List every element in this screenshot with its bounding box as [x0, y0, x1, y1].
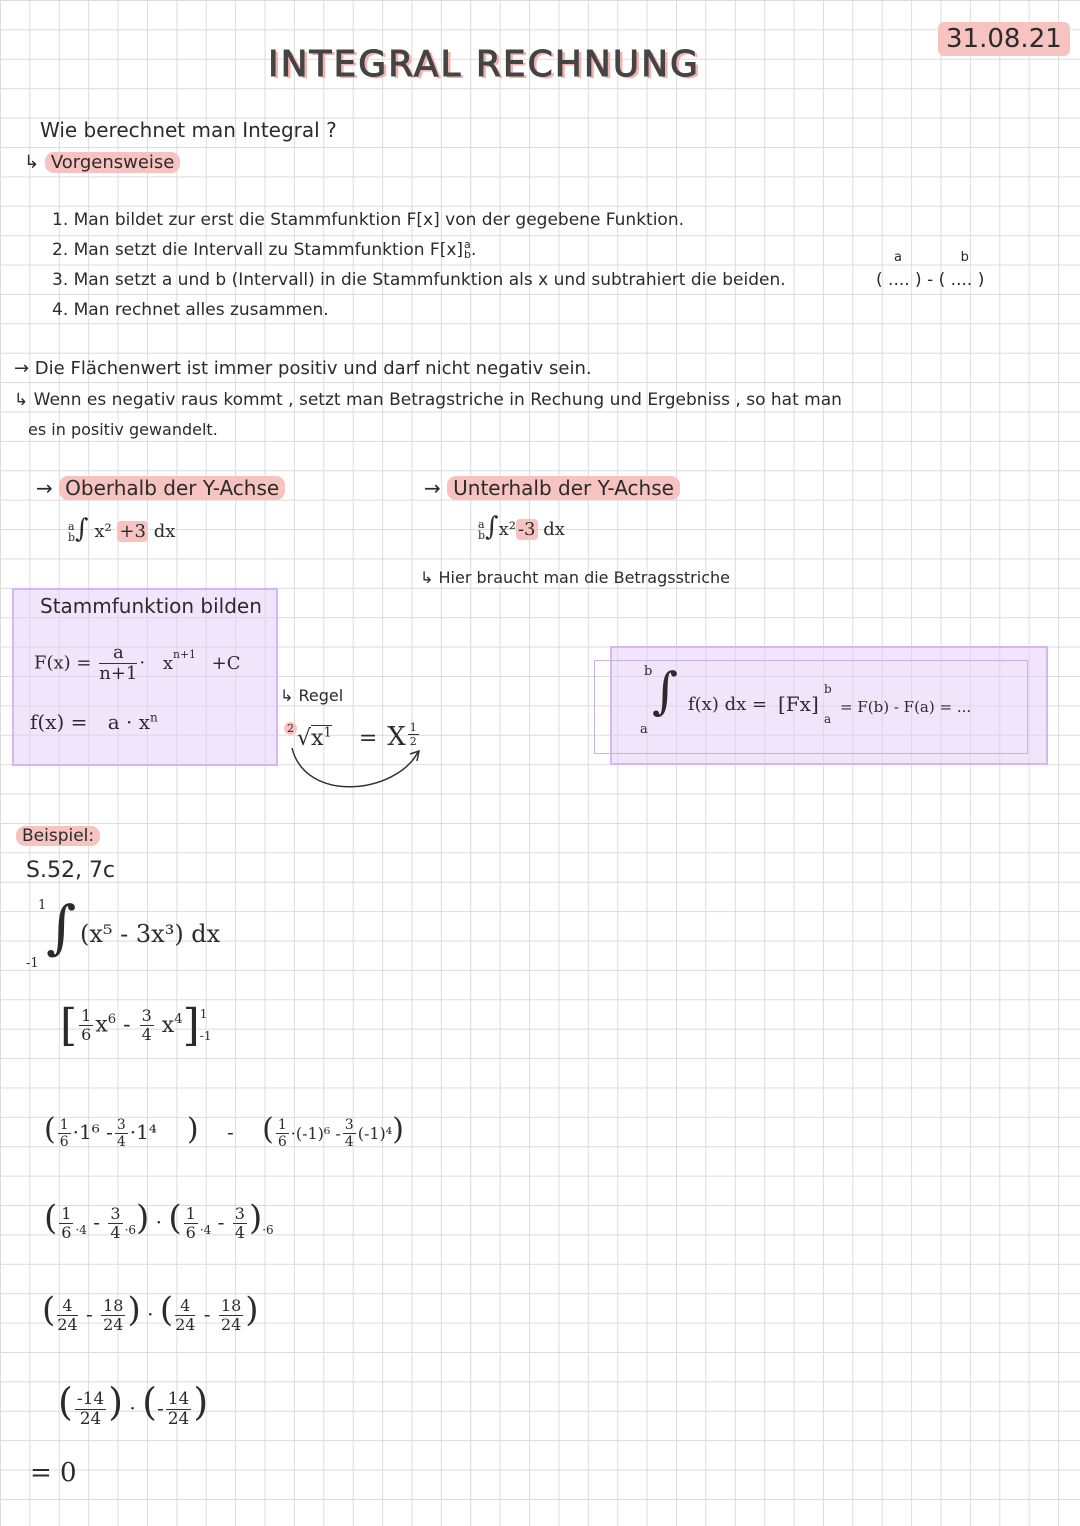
above-label: Oberhalb der Y-Achse [59, 476, 285, 500]
step-3-right: ( .... ) [938, 270, 985, 290]
sign: - [156, 1396, 164, 1420]
frac-den: 6 [61, 1223, 72, 1242]
frac-num: a [99, 644, 137, 664]
frac-num: 4 [57, 1298, 77, 1316]
note-line-2: ↳ Wenn es negativ raus kommt , setzt man Betragstriche in Rechung und Ergebniss , so hat man [14, 390, 842, 410]
operator: · [129, 1396, 136, 1420]
antiderivative-formula [34, 644, 240, 683]
x-var: x [162, 652, 173, 674]
minus: - [203, 1302, 211, 1326]
integrand: f(x) dx = [688, 694, 768, 715]
frac-den: 4 [344, 1134, 354, 1150]
step-3-b: b [960, 250, 969, 265]
frac-den: 4 [110, 1223, 121, 1242]
frac-den: 24 [175, 1315, 196, 1334]
frac-num: 1 [61, 1204, 72, 1223]
example-step-2 [44, 1112, 404, 1149]
integral-lower: -1 [26, 956, 39, 971]
frac-den: 4 [141, 1025, 152, 1044]
integral-lower: a [640, 722, 648, 737]
procedure-label: Vorgensweise [45, 152, 181, 173]
regel-label: ↳ Regel [280, 686, 344, 705]
frac-den: 24 [167, 1409, 190, 1429]
step-2-lower: b [464, 248, 471, 261]
frac-num: -14 [76, 1389, 105, 1409]
exp: 6 [107, 1012, 117, 1028]
above-integral [68, 514, 175, 544]
term: ·1⁴ [129, 1120, 157, 1144]
frac-num: 1 [185, 1204, 196, 1223]
example-step-1: [ $\frac{1}{6}$ $x^6$ - $\frac{3}{4}$ $x^4$] 1 -1 [60, 1000, 212, 1051]
below-sign: -3 [517, 519, 536, 540]
stammfunktion-title: Stammfunktion bilden [40, 594, 262, 618]
root-index: 2 [284, 722, 297, 735]
term: ·1⁶ - [72, 1120, 113, 1144]
intro-question: Wie berechnet man Integral ? [40, 118, 337, 142]
frac-den: 24 [57, 1315, 78, 1334]
exp-den: 2 [409, 735, 417, 748]
bound-upper: 1 [199, 1006, 208, 1021]
bracket-expr: [Fx] [778, 692, 819, 716]
example-ref: S.52, 7c [26, 858, 116, 883]
above-upper: a [68, 520, 75, 533]
frac-den: 6 [185, 1223, 196, 1242]
frac-num: 3 [116, 1117, 126, 1133]
step-3-a: a [894, 250, 902, 265]
f-rhs: a · x [107, 710, 151, 734]
term: (-1)⁴ [357, 1124, 393, 1143]
below-note: ↳ Hier braucht man die Betragsstriche [420, 568, 730, 587]
integral-icon: ∫ [46, 893, 77, 961]
step-2-end: . [471, 240, 477, 260]
step-2-upper: a [464, 238, 471, 252]
arc-arrow-icon [286, 744, 426, 794]
frac-den: 6 [81, 1025, 92, 1044]
above-sign: +3 [119, 521, 146, 542]
step-2 [52, 240, 476, 260]
arrow-right-icon: → [424, 476, 441, 500]
frac-den: 24 [103, 1315, 124, 1334]
frac-num: 1 [277, 1117, 287, 1133]
example-step-5: ( $\frac{-14}{24}$ ) · (- $\frac{14}{24}$ ) [58, 1380, 209, 1429]
exp-num: 1 [409, 721, 417, 734]
step-1: 1. Man bildet zur erst die Stammfunktion F[x] von der gegebene Funktion. [52, 210, 685, 230]
frac-den: 6 [59, 1134, 69, 1150]
below-expr-a: x² [498, 519, 516, 540]
above-expr-b: dx [147, 521, 176, 542]
rhs: = F(b) - F(a) = ... [840, 698, 972, 716]
frac-num: 3 [234, 1204, 245, 1223]
integrand: (x⁵ - 3x³) dx [80, 920, 221, 948]
paren-close: ) [186, 1112, 199, 1147]
frac-num: 4 [175, 1298, 195, 1316]
integral-icon: ∫ [485, 512, 499, 542]
procedure-row [24, 152, 180, 173]
below-lower: b [478, 529, 486, 542]
x-exp: n+1 [173, 647, 196, 661]
plus-c: +C [211, 652, 241, 674]
below-upper: a [478, 518, 485, 531]
operator: · [147, 1302, 154, 1326]
example-integral [26, 893, 286, 978]
arrow-right-icon: → [36, 476, 53, 500]
example-label: Beispiel: [16, 826, 100, 846]
exp: 4 [174, 1012, 183, 1028]
frac-den: 24 [220, 1315, 242, 1334]
dot: · [139, 652, 146, 674]
arrow-icon: ↳ [24, 152, 40, 173]
example-step-3: ( $\frac{1}{6}$ $_{\cdot 4}$ - $\frac{3}{4}$ $_{\cdot 6}$) · ( $\frac{1}{6}$ $_{\cdot 4}$ - $\frac{3}{4}$ )$_{\cdot 6}$ [44, 1198, 274, 1242]
above-expr-a: x² [94, 521, 118, 542]
frac-den: n+1 [99, 663, 138, 684]
frac-num: 3 [141, 1006, 152, 1025]
function-formula [30, 710, 158, 734]
frac-num: 14 [167, 1389, 190, 1409]
integral-icon: ∫ [75, 514, 89, 544]
factor: ·6 [124, 1223, 137, 1237]
example-step-4: ( $\frac{4}{24}$ - $\frac{18}{24}$ ) · ( $\frac{4}{24}$ - $\frac{18}{24}$ ) [42, 1290, 259, 1334]
radicand: x [311, 726, 324, 751]
page-title: INTEGRAL RECHNUNG [268, 44, 700, 85]
frac-num: 3 [344, 1117, 354, 1133]
frac-den: 24 [79, 1409, 102, 1429]
frac-num: 1 [81, 1006, 92, 1025]
minus: - [93, 1210, 101, 1234]
example-result: = 0 [30, 1458, 77, 1488]
minus: - [85, 1302, 93, 1326]
x-var: x [161, 1012, 175, 1038]
paren-open: ( [262, 1112, 274, 1147]
below-label: Unterhalb der Y-Achse [447, 476, 680, 500]
below-expr-b: dx [537, 519, 565, 540]
factor: ·4 [199, 1223, 212, 1237]
frac-num: 1 [59, 1117, 69, 1133]
paren-close: ) [392, 1112, 404, 1147]
frac-num: 18 [220, 1296, 242, 1315]
term: ·(-1)⁶ - [290, 1124, 341, 1143]
step-2-text: 2. Man setzt die Intervall zu Stammfunktion F[x] [52, 240, 464, 260]
minus: - [217, 1210, 225, 1234]
step-3-formula [876, 250, 985, 290]
frac-num: 18 [103, 1296, 124, 1315]
factor: ·4 [75, 1223, 87, 1237]
above-lower: b [68, 531, 76, 544]
bracket-b: b [824, 682, 832, 696]
sqrt-icon: √ [297, 726, 312, 751]
x-var: X [387, 722, 406, 752]
operator: · [155, 1210, 163, 1234]
below-heading [424, 476, 680, 500]
F-lhs: F(x) = [34, 652, 92, 674]
frac-den: 4 [234, 1223, 245, 1242]
above-heading [36, 476, 285, 500]
step-4: 4. Man rechnet alles zusammen. [52, 300, 329, 320]
bracket-a: a [824, 712, 832, 726]
paren-open: ( [44, 1112, 56, 1147]
minus: - [123, 1012, 131, 1038]
integral-upper: 1 [38, 898, 47, 913]
bound-lower: -1 [199, 1028, 212, 1043]
note-line-3: es in positiv gewandelt. [28, 420, 218, 439]
factor: ·6 [262, 1223, 274, 1237]
minus: - [226, 1120, 234, 1144]
step-3-minus: - [927, 270, 934, 290]
f-exp: n [150, 710, 158, 725]
frac-den: 6 [277, 1134, 287, 1150]
radicand-exp: 1 [323, 725, 332, 741]
below-integral [478, 512, 565, 542]
frac-num: 3 [110, 1204, 121, 1223]
integral-icon: ∫ [652, 662, 679, 720]
f-lhs: f(x) = [30, 710, 88, 734]
x-var: x [95, 1012, 108, 1038]
equals: = [358, 726, 378, 751]
frac-den: 4 [116, 1134, 126, 1150]
note-line-1: → Die Flächenwert ist immer positiv und darf nicht negativ sein. [14, 358, 592, 379]
date-badge: 31.08.21 [938, 22, 1070, 56]
step-3: 3. Man setzt a und b (Intervall) in die Stammfunktion als x und subtrahiert die beiden. [52, 270, 786, 290]
step-3-left: ( .... ) [876, 270, 922, 290]
integral-upper: b [644, 664, 653, 679]
